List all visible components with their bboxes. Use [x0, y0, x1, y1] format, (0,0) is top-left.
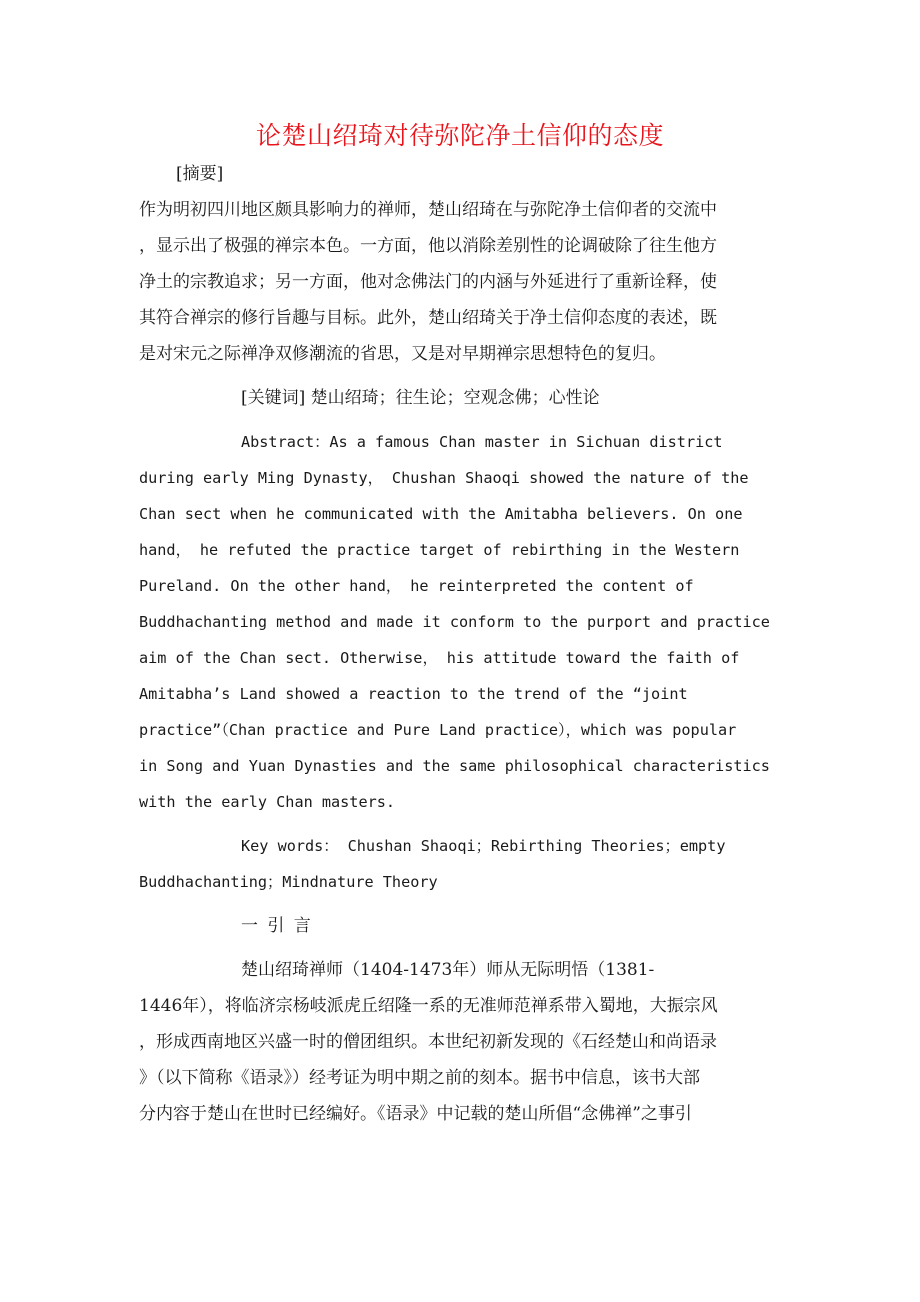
- abstract-en-line: in Song and Yuan Dynasties and the same philosophical characteristics: [139, 757, 770, 775]
- abstract-cn-line: 是对宋元之际禅净双修潮流的省思，又是对早期禅宗思想特色的复归。: [139, 344, 666, 364]
- intro-line: ，形成西南地区兴盛一时的僧团组织。本世纪初新发现的《石经楚山和尚语录: [139, 1032, 717, 1052]
- abstract-en-line: practice”（Chan practice and Pure Land practice），which was popular: [139, 721, 737, 739]
- abstract-cn-line: 净土的宗教追求；另一方面，他对念佛法门的内涵与外延进行了重新诠释，使: [139, 272, 717, 292]
- keywords-en-line: Key words： Chushan Shaoqi；Rebirthing Theories；empty: [241, 837, 726, 855]
- abstract-cn-line: ，显示出了极强的禅宗本色。一方面，他以消除差别性的论调破除了往生他方: [139, 236, 717, 256]
- abstract-en-line: during early Ming Dynasty， Chushan Shaoqi showed the nature of the: [139, 469, 749, 487]
- section-heading: 一 引 言: [241, 916, 313, 936]
- abstract-label: [摘要]: [176, 164, 224, 184]
- keywords-en-line: Buddhachanting；Mindnature Theory: [139, 873, 438, 891]
- abstract-en-line: with the early Chan masters.: [139, 793, 396, 811]
- keywords-english: [139, 828, 799, 900]
- abstract-en-line: Pureland. On the other hand， he reinterpreted the content of: [139, 577, 694, 595]
- introduction-body: [139, 952, 789, 1132]
- intro-line: 1446年），将临济宗杨岐派虎丘绍隆一系的无准师范禅系带入蜀地，大振宗风: [139, 996, 718, 1016]
- document-title: 论楚山绍琦对待弥陀净土信仰的态度: [255, 121, 664, 150]
- abstract-en-line: hand， he refuted the practice target of rebirthing in the Western: [139, 541, 740, 559]
- abstract-cn-line: 其符合禅宗的修行旨趣与目标。此外，楚山绍琦关于净土信仰态度的表述，既: [139, 308, 717, 328]
- intro-line: 楚山绍琦禅师（1404-1473年）师从无际明悟（1381-: [241, 960, 655, 980]
- intro-line: 分内容于楚山在世时已经编好。《语录》中记载的楚山所倡“念佛禅”之事引: [139, 1104, 692, 1124]
- abstract-en-line: Chan sect when he communicated with the Amitabha believers. On one: [139, 505, 743, 523]
- abstract-en-line: Buddhachanting method and made it conform to the purport and practice: [139, 613, 770, 631]
- abstract-en-line: Abstract：As a famous Chan master in Sichuan district: [241, 433, 723, 451]
- abstract-cn-line: 作为明初四川地区颇具影响力的禅师，楚山绍琦在与弥陀净土信仰者的交流中: [139, 200, 717, 220]
- abstract-en-line: aim of the Chan sect. Otherwise， his attitude toward the faith of: [139, 649, 740, 667]
- abstract-en-line: Amitabha’s Land showed a reaction to the trend of the “joint: [139, 685, 688, 703]
- abstract-english: [139, 424, 799, 820]
- abstract-chinese: [139, 192, 789, 372]
- intro-line: 》（以下简称《语录》）经考证为明中期之前的刻本。据书中信息，该书大部: [139, 1068, 700, 1088]
- keywords-chinese: [关键词] 楚山绍琦；往生论；空观念佛；心性论: [241, 388, 600, 408]
